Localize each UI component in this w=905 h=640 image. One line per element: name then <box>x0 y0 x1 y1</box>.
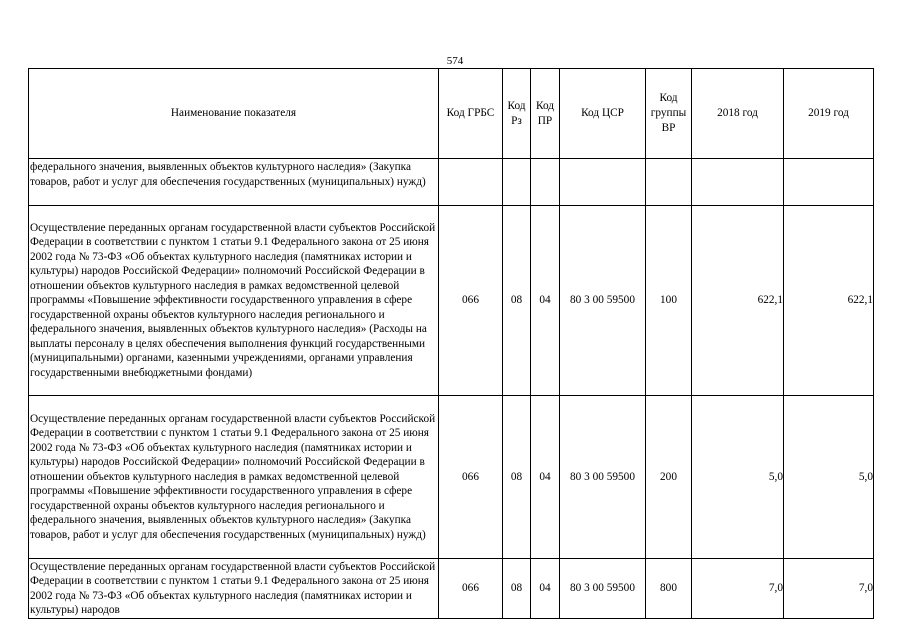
row-vr: 200 <box>646 396 692 559</box>
row-rz: 08 <box>503 559 531 619</box>
row-grbs: 066 <box>439 206 503 396</box>
header-rz: Код Рз <box>503 69 531 159</box>
row-rz: 08 <box>503 206 531 396</box>
row-vr: 800 <box>646 559 692 619</box>
row-vr <box>646 159 692 206</box>
row-csr: 80 3 00 59500 <box>560 206 646 396</box>
header-grbs: Код ГРБС <box>439 69 503 159</box>
header-vr: Код группы ВР <box>646 69 692 159</box>
row-2018 <box>692 159 784 206</box>
page-number: 574 <box>446 55 464 67</box>
header-pr: Код ПР <box>531 69 560 159</box>
row-csr <box>560 159 646 206</box>
row-grbs: 066 <box>439 559 503 619</box>
row-name: Осуществление переданных органам государственной власти субъектов Российской Федерации в соответствии с пунктом 1 статьи 9.1 Федерального закона от 25 июня 2002 года № 73-ФЗ «Об объектах культурного наследия (памятниках истории и культуры) народов Российской Федерации» полномочий Российской Федерации в отношении объектов культурного наследия в рамках ведомственной целевой программы «Повышение эффективности государственного управления в сфере государственной охраны объектов культурного наследия регионального и федерального значения, выявленных объектов культурного наследия» (Закупка товаров, работ и услуг для обеспечения государственных (муниципальных) нужд) <box>29 396 439 559</box>
table-row <box>29 206 874 396</box>
budget-table <box>28 68 874 619</box>
header-2019: 2019 год <box>784 69 874 159</box>
row-pr <box>531 159 560 206</box>
row-grbs <box>439 159 503 206</box>
row-2019 <box>784 159 874 206</box>
header-2018: 2018 год <box>692 69 784 159</box>
row-vr: 100 <box>646 206 692 396</box>
row-name: Осуществление переданных органам государственной власти субъектов Российской Федерации в соответствии с пунктом 1 статьи 9.1 Федерального закона от 25 июня 2002 года № 73-ФЗ «Об объектах культурного наследия (памятниках истории и культуры) народов <box>29 559 439 619</box>
row-2019: 5,0 <box>784 396 874 559</box>
row-2019: 7,0 <box>784 559 874 619</box>
row-2018: 622,1 <box>692 206 784 396</box>
row-csr: 80 3 00 59500 <box>560 396 646 559</box>
row-csr: 80 3 00 59500 <box>560 559 646 619</box>
table-row <box>29 396 874 559</box>
row-2019: 622,1 <box>784 206 874 396</box>
row-name: федерального значения, выявленных объектов культурного наследия» (Закупка товаров, работ и услуг для обеспечения государственных (муниципальных) нужд) <box>29 159 439 206</box>
table-row <box>29 559 874 619</box>
row-2018: 5,0 <box>692 396 784 559</box>
header-csr: Код ЦСР <box>560 69 646 159</box>
table-row <box>29 159 874 206</box>
row-pr: 04 <box>531 559 560 619</box>
row-pr: 04 <box>531 396 560 559</box>
row-2018: 7,0 <box>692 559 784 619</box>
row-pr: 04 <box>531 206 560 396</box>
row-rz: 08 <box>503 396 531 559</box>
header-name: Наименование показателя <box>29 69 439 159</box>
row-grbs: 066 <box>439 396 503 559</box>
row-name: Осуществление переданных органам государственной власти субъектов Российской Федерации в соответствии с пунктом 1 статьи 9.1 Федерального закона от 25 июня 2002 года № 73-ФЗ «Об объектах культурного наследия (памятниках истории и культуры) народов Российской Федерации» полномочий Российской Федерации в отношении объектов культурного наследия в рамках ведомственной целевой программы «Повышение эффективности государственного управления в сфере государственной охраны объектов культурного наследия регионального и федерального значения, выявленных объектов культурного наследия» (Расходы на выплаты персоналу в целях обеспечения выполнения функций государственными (муниципальными) органами, казенными учреждениями, органами управления государственными внебюджетными фондами) <box>29 206 439 396</box>
row-rz <box>503 159 531 206</box>
header-row <box>29 69 874 159</box>
